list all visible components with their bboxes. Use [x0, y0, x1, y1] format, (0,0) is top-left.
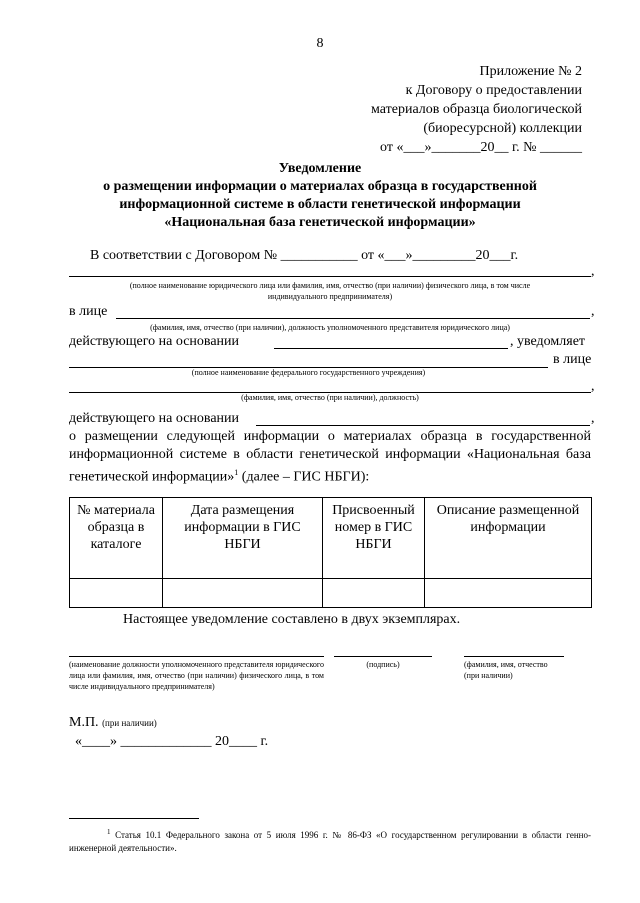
- footnote: $^1$ Статья 10.1 Федерального закона от 5 июля 1996 г. № 86-ФЗ «О государственном регулировании в области генно-инженерной деятельности».: [69, 828, 591, 853]
- contract-reference: В соответствии с Договором № ___________ от «___»_________20___г.: [90, 248, 519, 263]
- footnote-separator: [69, 818, 199, 819]
- document-title-line-3: информационной системе в области генетической информации: [119, 197, 521, 212]
- materials-table: [69, 497, 592, 608]
- table-cell[interactable]: [163, 579, 323, 608]
- document-title-line-4: «Национальная база генетической информации»: [164, 215, 476, 230]
- comma: ,: [591, 379, 595, 394]
- org-name-line: [69, 276, 591, 277]
- in-person-label: в лице: [69, 304, 108, 319]
- caption-position: (наименование должности уполномоченного представителя юридического лица или фамилия, имя, отчество (при наличии) физического лица, в том числе индивидуального предпринимателя): [69, 660, 324, 691]
- table-header-row: [70, 498, 592, 579]
- basis-line-2: [256, 425, 590, 426]
- appendix-line-5: от «___»_______20__ г. № ______: [380, 140, 582, 155]
- signature-line: [334, 656, 432, 657]
- seal-label: М.П. (при наличии): [69, 715, 157, 730]
- table-header-cell: Присвоенный номер в ГИС НБГИ: [323, 498, 425, 579]
- caption-representative: (фамилия, имя, отчество (при наличии), должность уполномоченного представителя юридического лица): [150, 323, 510, 332]
- appendix-block: [371, 62, 582, 157]
- acting-basis-label: действующего на основании: [69, 334, 240, 349]
- comma: ,: [591, 411, 595, 426]
- caption-federal-institution: (полное наименование федерального государственного учреждения): [191, 368, 426, 377]
- page-number: 8: [316, 36, 324, 51]
- acting-basis-label-2: действующего на основании: [69, 411, 240, 426]
- document-title: Уведомление: [278, 161, 362, 176]
- table-header-cell: Дата размещения информации в ГИС НБГИ: [163, 498, 323, 579]
- signature-date: «____» _____________ 20____ г.: [75, 734, 269, 749]
- comma: ,: [591, 264, 595, 279]
- position-signature-line: [69, 656, 324, 657]
- table-cell[interactable]: [323, 579, 425, 608]
- caption-name: (фамилия, имя, отчество (при наличии): [464, 660, 548, 680]
- placement-paragraph: о размещении следующей информации о материалах образца в государственной информационной системе в области генетической информации «Национальная база генетической информации»$^1$ (далее – ГИС НБГИ):: [69, 429, 591, 485]
- appendix-line-4: (биоресурсной) коллекции: [423, 121, 582, 136]
- name-signature-line: [464, 656, 564, 657]
- table-row: [70, 579, 592, 608]
- copies-text: Настоящее уведомление составлено в двух экземплярах.: [123, 612, 461, 627]
- caption-signature: (подпись): [366, 660, 400, 669]
- caption-official-name: (фамилия, имя, отчество (при наличии), должность): [241, 393, 419, 402]
- table-header-cell: Описание размещенной информации: [425, 498, 592, 579]
- footnote-mark: 1: [234, 468, 239, 477]
- comma: ,: [591, 304, 595, 319]
- table-cell[interactable]: [70, 579, 163, 608]
- representative-line: [116, 318, 590, 319]
- caption-org-name: (полное наименование юридического лица или фамилия, имя, отчество (при наличии) физического лица, в том числе: [129, 281, 531, 290]
- appendix-line-2: к Договору о предоставлении: [405, 83, 582, 98]
- table-header-cell: № материала образца в каталоге: [70, 498, 163, 579]
- appendix-line-3: материалов образца биологической: [371, 102, 582, 117]
- document-title-line-2: о размещении информации о материалах образца в государственной: [103, 179, 537, 194]
- basis-line: [274, 348, 508, 349]
- table-cell[interactable]: [425, 579, 592, 608]
- caption-org-name-2: индивидуального предпринимателя): [267, 292, 393, 301]
- notifies-label: , уведомляет: [510, 334, 586, 349]
- in-person-label-2: в лице: [553, 352, 592, 367]
- appendix-line-1: Приложение № 2: [479, 64, 582, 79]
